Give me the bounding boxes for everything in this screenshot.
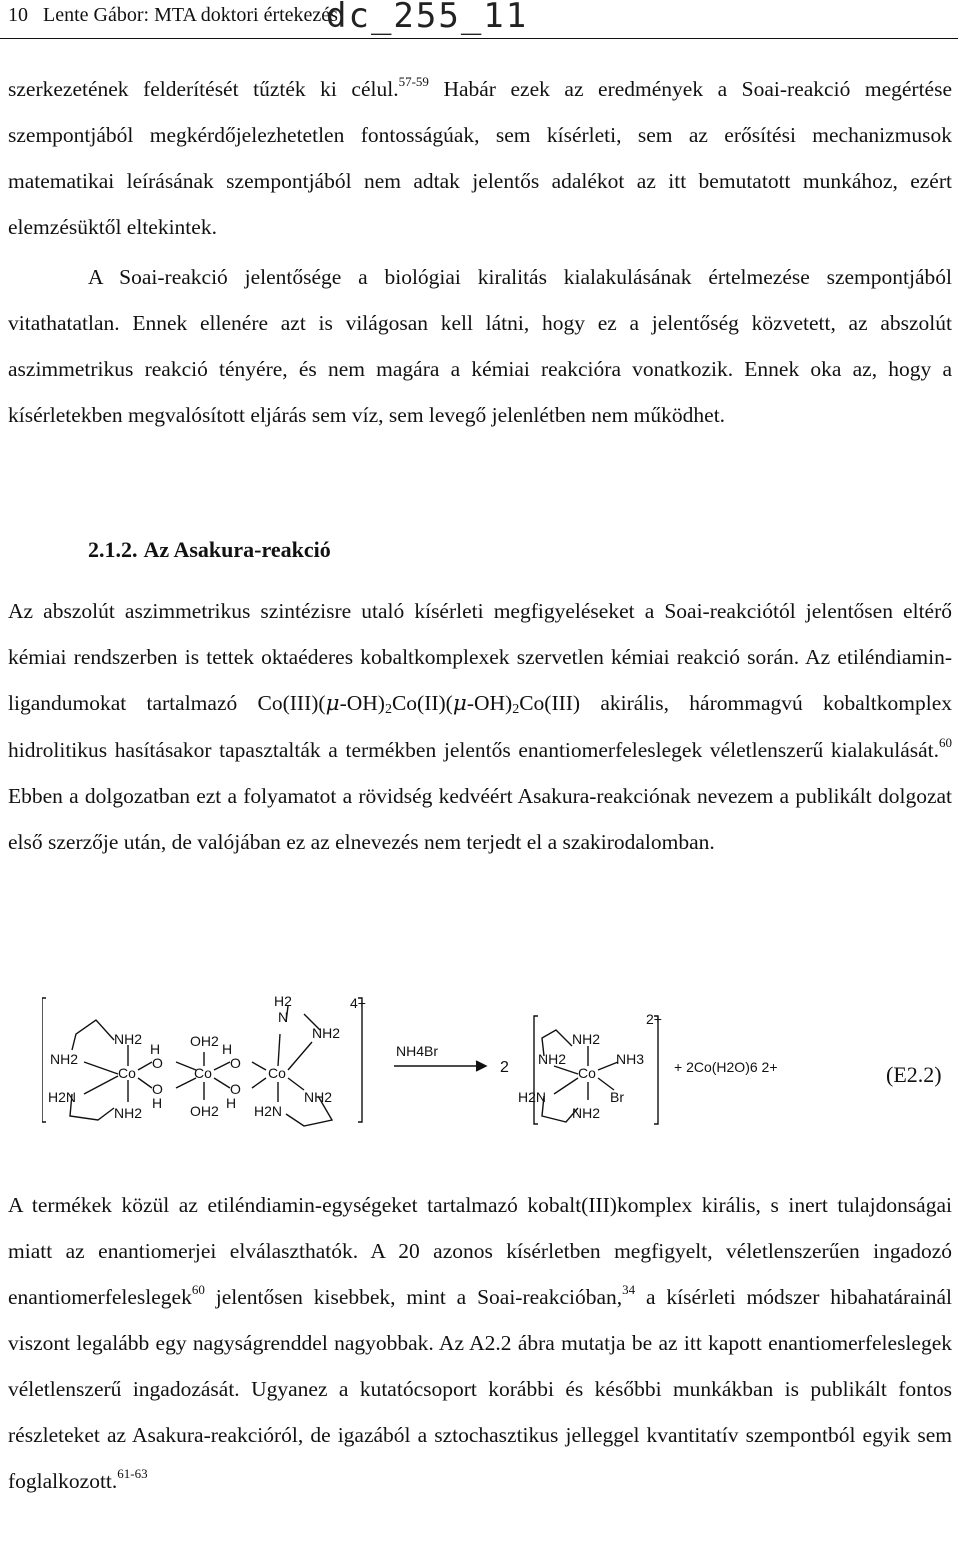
atom-label: NH2 bbox=[572, 1031, 601, 1047]
citation-superscript: 57-59 bbox=[398, 74, 429, 89]
reagent: NH4Br bbox=[396, 1043, 439, 1059]
atom-label: H2 bbox=[274, 993, 292, 1009]
running-header bbox=[0, 0, 958, 39]
atom-label: NH2 bbox=[50, 1051, 79, 1067]
mu-symbol: μ bbox=[325, 691, 340, 716]
equation-label: (E2.2) bbox=[886, 1062, 942, 1087]
paragraph-3-text-f: Ebben a dolgozatban ezt a folyamatot a rövidség kedvéért Asakura-reakciónak nevezem a publikált dolgozat első szerzője után, de valójában ez az elnevezés nem terjedt el a szakirodalomban. bbox=[8, 784, 952, 854]
right-bracket bbox=[358, 998, 362, 1122]
atom-label: OH2 bbox=[190, 1033, 219, 1049]
coefficient: 2 bbox=[500, 1059, 509, 1076]
paragraph-1-text-b: Habár ezek az eredmények a Soai-reakció megértése szempontjából megkérdőjelezhetetlen fontosságúak, sem kísérleti, sem az erősítési mechanizmusok matematikai leírásának szempontjából nem adtak jelentős adalékot az itt bemutatott munkához, ezért elemzésüktől eltekintek. bbox=[8, 77, 952, 239]
atom-label: Co bbox=[194, 1065, 212, 1081]
atom-label: Br bbox=[610, 1089, 624, 1105]
paragraph-2-text: A Soai-reakció jelentősége a biológiai kiralitás kialakulásának értelmezése szempontjából vitathatatlan. Ennek ellenére azt is világosan kell látni, hogy ez a jelentőség közvetett, az abszolút aszimmetrikus reakció tényére, és nem magára a kémiai reakcióra vonatkozik. Ennek oka az, hogy a kísérletekben megvalósított eljárás sem víz, sem levegő jelenlétben nem működhet. bbox=[8, 265, 952, 427]
section-number: 2.1.2. bbox=[88, 537, 138, 562]
paragraph-1 bbox=[8, 66, 952, 250]
paragraph-4-text-a: A termékek közül az etiléndiamin-egységeket tartalmazó kobalt(III)komplex királis, s inert tulajdonságai miatt az enantiomerjei elválaszthatók. A 20 azonos kísérletben megfigyelt, véletlenszerűen ingadozó enantiomerfeleslegek bbox=[8, 1193, 952, 1309]
atom-label: Co bbox=[268, 1065, 286, 1081]
atom-label: NH2 bbox=[114, 1031, 143, 1047]
paragraph-3-text-d: -OH) bbox=[466, 691, 513, 715]
paragraph-2 bbox=[8, 254, 952, 438]
atom-label: H bbox=[222, 1041, 233, 1057]
reactant-charge: 4+ bbox=[350, 995, 366, 1011]
subscript: 2 bbox=[384, 702, 392, 717]
atom-label: NH2 bbox=[304, 1089, 333, 1105]
document-stamp: dc_255_11 bbox=[326, 0, 529, 36]
paragraph-1-text-a: szerkezetének felderítését tűzték ki célul. bbox=[8, 77, 399, 101]
paragraph-4-text-b: jelentősen kisebbek, mint a Soai-reakcióban, bbox=[204, 1285, 623, 1309]
atom-label: NH2 bbox=[572, 1105, 601, 1121]
byproduct: + 2Co(H2O)6 2+ bbox=[674, 1059, 778, 1075]
section-title: Az Asakura-reakció bbox=[143, 537, 331, 562]
atom-label: O bbox=[230, 1081, 241, 1097]
running-title: Lente Gábor: MTA doktori értekezés bbox=[43, 4, 338, 26]
section-heading bbox=[88, 537, 331, 563]
product-charge: 2+ bbox=[646, 1011, 662, 1027]
reaction-scheme bbox=[42, 990, 834, 1128]
paragraph-4 bbox=[8, 1182, 952, 1504]
left-bracket bbox=[42, 998, 46, 1122]
paragraph-4-text-c: a kísérleti módszer hibahatárainál viszont legalább egy nagyságrenddel nagyobbak. Az A2.2 ábra mutatja be az itt kapott enantiomerfeleslegek véletlenszerű ingadozását. Ugyanez a kutatócsoport korábbi és későbbi munkákban is publikált fontos részleteket az Asakura-reakcióról, de igazából a sztochasztikus jelleggel kvantitatív szempontból egyik sem foglalkozott. bbox=[8, 1285, 952, 1493]
atom-label: O bbox=[152, 1055, 163, 1071]
mu-symbol: μ bbox=[452, 691, 467, 716]
citation-superscript: 60 bbox=[191, 1282, 205, 1297]
subscript: 2 bbox=[512, 702, 520, 717]
paragraph-3-text-b: -OH) bbox=[339, 691, 385, 715]
header-text bbox=[8, 4, 338, 27]
atom-label: NH3 bbox=[616, 1051, 645, 1067]
citation-superscript: 61-63 bbox=[117, 1466, 148, 1481]
paragraph-3-text-e: Co(III) akirális, hárommagvú kobaltkomplex hidrolitikus hasításakor tapasztalták a termékben jelentős enantiomerfeleslegek véletlenszerű kialakulását. bbox=[8, 691, 952, 762]
atom-label: O bbox=[230, 1055, 241, 1071]
citation-superscript: 60 bbox=[939, 735, 952, 750]
paragraph-3-text-c: Co(II)( bbox=[391, 691, 453, 715]
atom-label: H2N bbox=[254, 1103, 283, 1119]
atom-label: Co bbox=[118, 1065, 136, 1081]
paragraph-3 bbox=[8, 588, 952, 865]
atom-label: H2N bbox=[48, 1089, 77, 1105]
page-number: 10 bbox=[8, 4, 28, 26]
reaction-scheme-drawing bbox=[42, 990, 834, 1128]
atom-label: H bbox=[152, 1095, 163, 1111]
atom-label: NH2 bbox=[114, 1105, 143, 1121]
atom-label: NH2 bbox=[538, 1051, 567, 1067]
atom-label: O bbox=[152, 1081, 163, 1097]
atom-label: H2N bbox=[518, 1089, 547, 1105]
atom-label: H bbox=[226, 1095, 237, 1111]
paragraph-3-text-a: Az abszolút aszimmetrikus szintézisre utaló kísérleti megfigyeléseket a Soai-reakciótól jelentősen eltérő kémiai rendszerben is tettek oktaéderes kobaltkomplexek szervetlen kémiai reakció során. Az etiléndiamin-ligandumokat tartalmazó Co(III)( bbox=[8, 599, 952, 715]
atom-label: Co bbox=[578, 1065, 596, 1081]
citation-superscript: 34 bbox=[622, 1282, 636, 1297]
atom-label: NH2 bbox=[312, 1025, 341, 1041]
atom-label: OH2 bbox=[190, 1103, 219, 1119]
atom-label: H bbox=[150, 1041, 161, 1057]
atom-label: N bbox=[278, 1009, 289, 1025]
